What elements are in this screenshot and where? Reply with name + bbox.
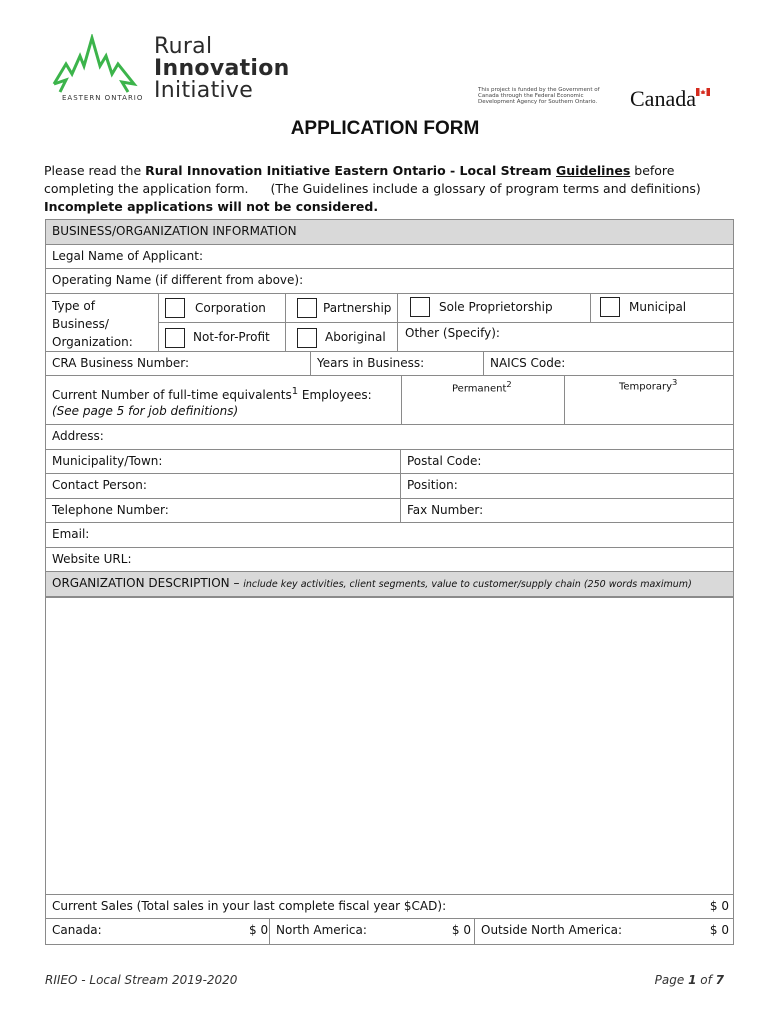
- business-type-label: Type of Business/ Organization:: [52, 298, 133, 349]
- aboriginal-label: Aboriginal: [325, 329, 386, 344]
- permanent-label: [452, 379, 512, 394]
- outside-na-sales-cell: [474, 919, 733, 944]
- page-label: Page: [654, 973, 689, 987]
- application-form: [45, 219, 734, 945]
- canada-wordmark: Canada: [630, 86, 696, 111]
- field-label: Position:: [407, 478, 458, 492]
- intro-part2: (The Guidelines include a glossary of program terms and definitions): [270, 181, 701, 196]
- legal-name-field[interactable]: [46, 245, 733, 270]
- website-field[interactable]: [46, 548, 733, 573]
- field-label: Email:: [52, 527, 90, 541]
- municipality-field[interactable]: Municipality/Town:: [52, 453, 163, 468]
- fte-label-text: Current Number of full-time equivalents: [52, 388, 292, 402]
- job-definitions-note: (See page 5 for job definitions): [52, 404, 239, 418]
- partnership-checkbox[interactable]: [297, 298, 317, 318]
- page-current: 1: [688, 973, 697, 987]
- section-organization-description: [46, 572, 733, 597]
- guidelines-link[interactable]: Guidelines: [556, 163, 631, 178]
- canada-flag-icon: [696, 88, 710, 96]
- footer-page-number: [655, 973, 724, 987]
- years-in-business-field[interactable]: [310, 352, 486, 376]
- current-sales-label: Current Sales (Total sales in your last complete fiscal year $CAD):: [52, 898, 447, 913]
- sales-breakdown-row: [46, 919, 733, 944]
- north-america-sales-cell: [269, 919, 475, 944]
- municipal-checkbox[interactable]: [600, 297, 620, 317]
- employees-row: [46, 376, 733, 425]
- address-field[interactable]: [46, 425, 733, 450]
- aboriginal-checkbox[interactable]: [297, 328, 317, 348]
- section-heading: [52, 576, 692, 590]
- fte-label: [52, 386, 372, 402]
- not-for-profit-checkbox[interactable]: [165, 328, 185, 348]
- permanent-employees-field[interactable]: [401, 376, 564, 424]
- contact-row: [46, 474, 733, 499]
- permanent-footnote: 2: [506, 379, 512, 389]
- page-header: [0, 0, 770, 118]
- partnership-label: Partnership: [323, 300, 392, 315]
- municipal-label: Municipal: [629, 299, 687, 314]
- logo-line-initiative: Initiative: [154, 78, 254, 103]
- section-business-info: [46, 220, 733, 245]
- corporation-checkbox[interactable]: [165, 298, 185, 318]
- temporary-label: [619, 377, 677, 392]
- north-america-sales-value[interactable]: $ 0: [451, 923, 471, 937]
- logo-subtitle: EASTERN ONTARIO: [62, 94, 144, 102]
- sole-proprietorship-checkbox[interactable]: [410, 297, 430, 317]
- current-sales-row: [46, 895, 733, 920]
- riieo-logo: [48, 34, 298, 106]
- temporary-footnote: 3: [672, 377, 678, 387]
- intro-part1-end: before completing the application form.: [44, 163, 675, 196]
- outside-na-sales-value[interactable]: $ 0: [709, 923, 729, 937]
- intro-part1: Please read the: [44, 163, 146, 178]
- business-type-row: [46, 294, 733, 352]
- fte-label-end: Employees:: [298, 388, 372, 402]
- fax-field[interactable]: [400, 499, 733, 523]
- postal-code-field[interactable]: [400, 450, 733, 474]
- municipality-row: [46, 450, 733, 475]
- logo-line-rural: Rural: [154, 34, 213, 59]
- field-label: Address:: [52, 429, 104, 443]
- section-title: ORGANIZATION DESCRIPTION –: [52, 576, 244, 590]
- outside-na-sales-label: Outside North America:: [481, 923, 623, 937]
- field-label: Legal Name of Applicant:: [52, 248, 203, 263]
- fte-footnote: 1: [291, 386, 299, 397]
- field-label: Postal Code:: [407, 453, 482, 468]
- field-label: NAICS Code:: [490, 355, 566, 370]
- operating-name-field[interactable]: [46, 269, 733, 294]
- section-heading: BUSINESS/ORGANIZATION INFORMATION: [52, 224, 297, 238]
- not-for-profit-label: Not-for-Profit: [193, 329, 270, 344]
- footer-program: RIIEO - Local Stream 2019-2020: [45, 973, 238, 987]
- temporary-text: Temporary: [619, 381, 673, 393]
- page-of: of: [696, 973, 716, 987]
- current-sales-value[interactable]: $ 0: [709, 898, 729, 913]
- cra-row: [46, 352, 733, 377]
- maple-leaf-icon: [48, 34, 148, 98]
- intro-program-name: Rural Innovation Initiative Eastern Ontario - Local Stream: [145, 163, 557, 178]
- section-note: include key activities, client segments, value to customer/supply chain (250 words maximum): [243, 579, 692, 590]
- field-label: Website URL:: [52, 551, 132, 566]
- temporary-employees-field[interactable]: [564, 376, 733, 424]
- business-type-options: [158, 294, 733, 351]
- intro-text: [44, 162, 734, 216]
- canada-sales-value[interactable]: $ 0: [249, 923, 269, 937]
- corporation-label: Corporation: [195, 300, 266, 315]
- page-title: APPLICATION FORM: [290, 118, 480, 139]
- permanent-text: Permanent: [452, 383, 507, 395]
- funding-statement: This project is funded by the Government of Canada through the Federal Economic Development Agency for Southern Ontario.: [478, 87, 600, 105]
- field-label: Fax Number:: [407, 502, 484, 517]
- field-label: Operating Name (if different from above):: [52, 273, 304, 287]
- email-field[interactable]: [46, 523, 733, 548]
- north-america-sales-label: North America:: [276, 923, 367, 937]
- page-total: 7: [715, 973, 724, 987]
- position-field[interactable]: [400, 474, 733, 498]
- naics-code-field[interactable]: [483, 352, 733, 376]
- telephone-field[interactable]: Telephone Number:: [52, 502, 169, 517]
- contact-person-field[interactable]: Contact Person:: [52, 478, 147, 492]
- sole-proprietorship-label: Sole Proprietorship: [439, 299, 553, 314]
- organization-description-textarea[interactable]: [46, 597, 733, 895]
- field-label: Years in Business:: [317, 355, 425, 370]
- intro-warning: Incomplete applications will not be considered.: [44, 199, 379, 214]
- other-specify-field[interactable]: Other (Specify):: [405, 325, 500, 340]
- cra-business-number-field[interactable]: CRA Business Number:: [52, 355, 190, 370]
- logo-wordmark: [154, 36, 290, 102]
- logo-line-innovation: Innovation: [154, 56, 290, 81]
- telephone-row: [46, 499, 733, 524]
- canada-sales-label: Canada:: [52, 923, 102, 937]
